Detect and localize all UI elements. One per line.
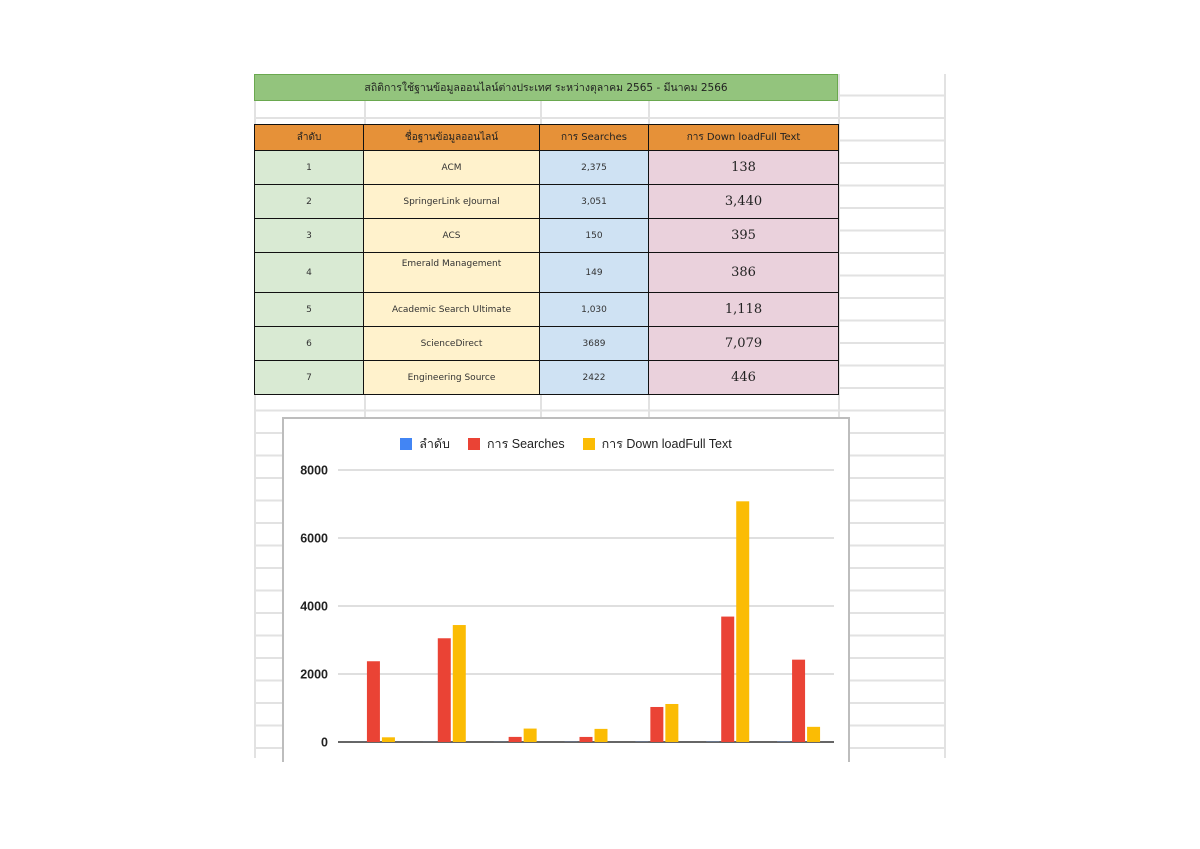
cell-database-name: ScienceDirect (364, 327, 540, 361)
cell-downloads: 3,440 (649, 185, 839, 219)
y-tick-label: 2000 (300, 667, 328, 682)
cell-downloads: 395 (649, 219, 839, 253)
bar-downloads-3[interactable] (524, 729, 537, 742)
y-tick-label: 4000 (300, 599, 328, 614)
bar-searches-3[interactable] (509, 737, 522, 742)
cell-database-name-text: Emerald Management (401, 258, 502, 269)
bar-searches-1[interactable] (367, 661, 380, 742)
header-searches: การ Searches (540, 125, 649, 151)
cell-no: 2 (255, 185, 364, 219)
cell-downloads: 1,118 (649, 293, 839, 327)
legend-label-downloads: การ Down loadFull Text (601, 437, 732, 451)
cell-downloads: 7,079 (649, 327, 839, 361)
bar-downloads-1[interactable] (382, 737, 395, 742)
cell-no: 3 (255, 219, 364, 253)
cell-searches: 2,375 (540, 151, 649, 185)
cell-database-name: ACS (364, 219, 540, 253)
cell-database-name: Engineering Source (364, 361, 540, 395)
bar-downloads-2[interactable] (453, 625, 466, 742)
legend-label-searches: การ Searches (486, 437, 565, 451)
cell-searches: 3,051 (540, 185, 649, 219)
bar-searches-7[interactable] (792, 660, 805, 742)
bar-downloads-5[interactable] (665, 704, 678, 742)
cell-searches: 3689 (540, 327, 649, 361)
cell-no: 5 (255, 293, 364, 327)
cell-database-name: ACM (364, 151, 540, 185)
header-database-name: ชื่อฐานข้อมูลออนไลน์ (364, 125, 540, 151)
cell-no: 4 (255, 253, 364, 293)
cell-downloads: 386 (649, 253, 839, 293)
bar-downloads-6[interactable] (736, 501, 749, 742)
cell-searches: 2422 (540, 361, 649, 395)
y-tick-label: 8000 (300, 463, 328, 478)
cell-no: 1 (255, 151, 364, 185)
bar-searches-2[interactable] (438, 638, 451, 742)
bar-downloads-4[interactable] (595, 729, 608, 742)
sheet-title: สถิติการใช้ฐานข้อมูลออนไลน์ต่างประเทศ ระหว่างตุลาคม 2565 - มีนาคม 2566 (254, 74, 838, 101)
bar-searches-5[interactable] (650, 707, 663, 742)
cell-searches: 149 (540, 253, 649, 293)
cell-database-name: SpringerLink eJournal (364, 185, 540, 219)
header-no: ลำดับ (255, 125, 364, 151)
header-downloads: การ Down loadFull Text (649, 125, 839, 151)
cell-downloads: 446 (649, 361, 839, 395)
cell-searches: 150 (540, 219, 649, 253)
y-tick-label: 0 (321, 735, 328, 750)
cell-downloads: 138 (649, 151, 839, 185)
legend-label-no: ลำดับ (419, 437, 450, 451)
cell-database-name: Academic Search Ultimate (364, 293, 540, 327)
y-tick-label: 6000 (300, 531, 328, 546)
bar-searches-6[interactable] (721, 617, 734, 742)
bar-searches-4[interactable] (580, 737, 593, 742)
cell-searches: 1,030 (540, 293, 649, 327)
cell-no: 6 (255, 327, 364, 361)
cell-no: 7 (255, 361, 364, 395)
bar-downloads-7[interactable] (807, 727, 820, 742)
